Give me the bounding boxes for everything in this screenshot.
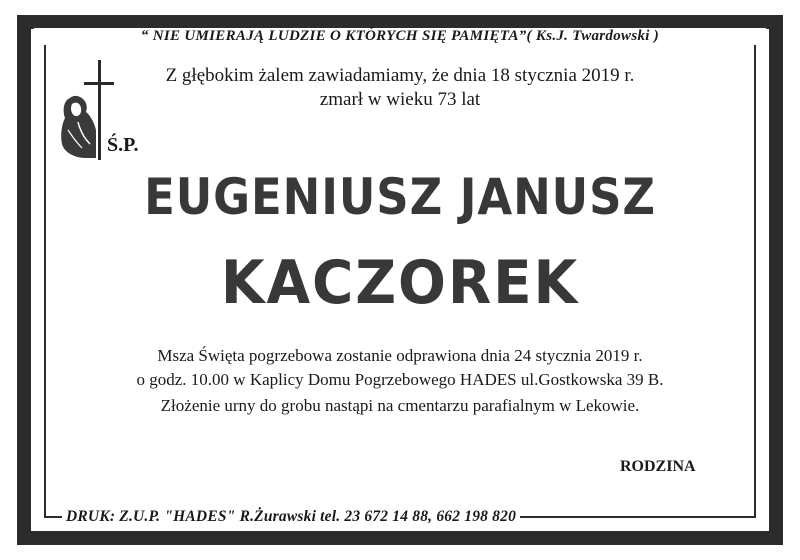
funeral-line-1: Msza Święta pogrzebowa zostanie odprawiona dnia 24 stycznia 2019 r. <box>157 346 643 365</box>
header-quote <box>34 28 766 45</box>
sp-label: Ś.P. <box>107 134 139 156</box>
announcement-line-2: zmarł w wieku 73 lat <box>319 89 481 110</box>
announcement-line-1: Z głębokim żalem zawiadamiamy, że dnia 18 stycznia 2019 r. <box>165 65 635 86</box>
deceased-first-names: EUGENIUSZ JANUSZ <box>144 168 656 226</box>
header-quote-text: “ NIE UMIERAJĄ LUDZIE O KTÓRYCH SIĘ PAMIĘTA”( Ks.J. Twardowski ) <box>133 28 667 44</box>
deceased-surname: KACZOREK <box>220 248 580 318</box>
printer-footer: DRUK: Z.U.P. "HADES" R.Żurawski tel. 23 672 14 88, 662 198 820 <box>62 508 520 526</box>
funeral-line-3: Złożenie urny do grobu nastąpi na cmentarzu parafialnym w Lekowie. <box>160 396 640 415</box>
family-signature: RODZINA <box>620 458 696 475</box>
funeral-line-2: o godz. 10.00 w Kaplicy Domu Pogrzebowego HADES ul.Gostkowska 39 B. <box>136 370 664 389</box>
